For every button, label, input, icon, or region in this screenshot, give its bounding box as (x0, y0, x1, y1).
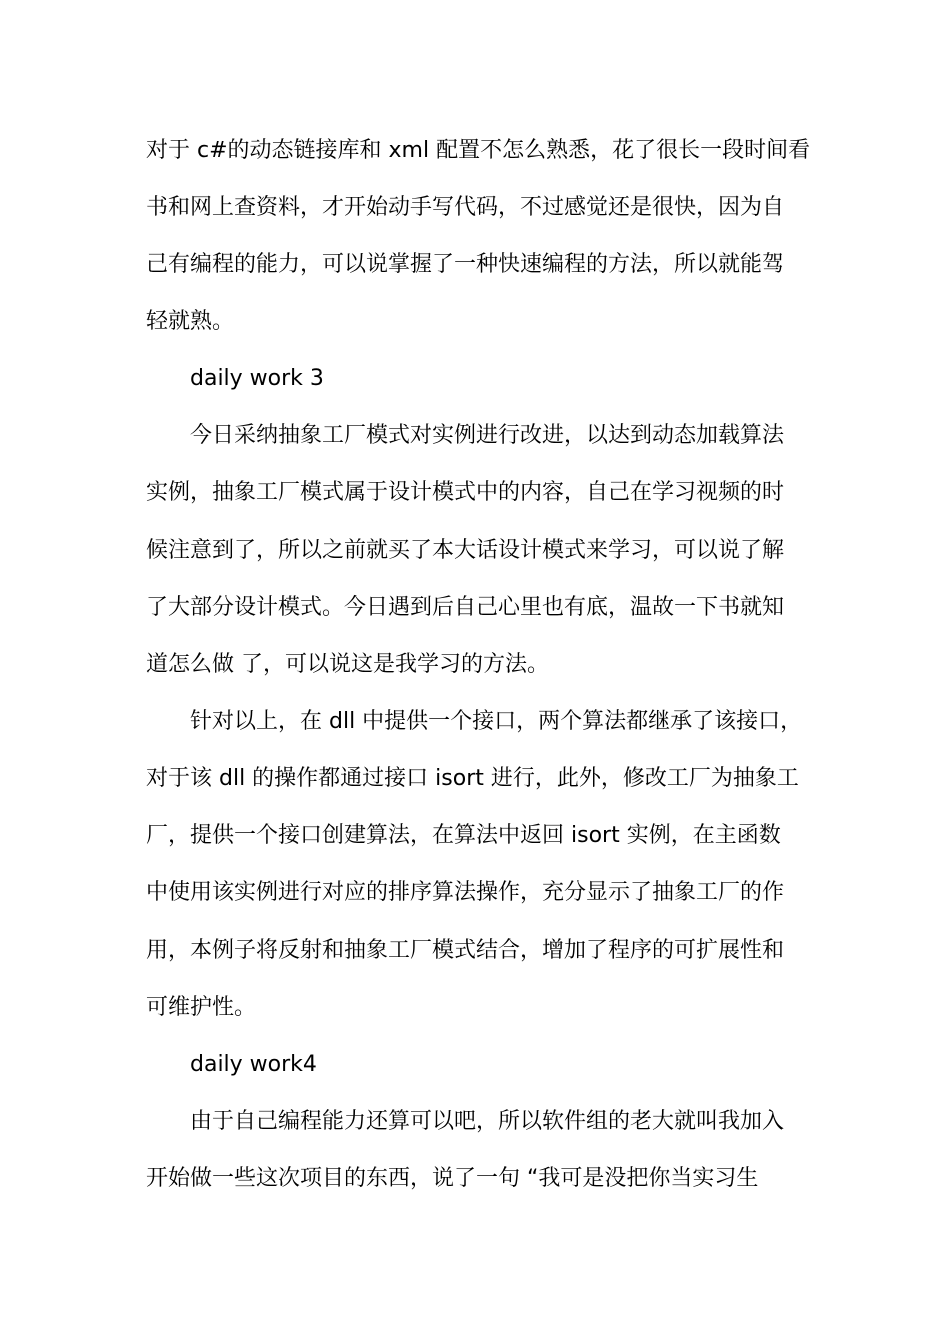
paragraph-line: 道怎么做 了，可以说这是我学习的方法。 (146, 652, 549, 677)
paragraph-line: 对于该 dll 的操作都通过接口 isort 进行，此外，修改工厂为抽象工 (146, 766, 799, 791)
paragraph-line: 可维护性。 (146, 995, 257, 1020)
paragraph-line: 针对以上，在 dll 中提供一个接口，两个算法都继承了该接口， (190, 709, 803, 734)
paragraph-line: 候注意到了，所以之前就买了本大话设计模式来学习，可以说了解 (146, 538, 785, 563)
paragraph-line: 开始做一些这次项目的东西，说了一句 “我可是没把你当实习生 (146, 1166, 759, 1191)
paragraph-line: 今日采纳抽象工厂模式对实例进行改进，以达到动态加载算法 (190, 423, 785, 448)
paragraph-line: 中使用该实例进行对应的排序算法操作，充分显示了抽象工厂的作 (146, 880, 785, 905)
paragraph-line: 了大部分设计模式。今日遇到后自己心里也有底，温故一下书就知 (146, 595, 785, 620)
paragraph-line: 轻就熟。 (146, 309, 235, 334)
paragraph-line: 己有编程的能力，可以说掌握了一种快速编程的方法，所以就能驾 (146, 252, 785, 277)
paragraph-line: 书和网上查资料，才开始动手写代码，不过感觉还是很快，因为自 (146, 195, 785, 220)
paragraph-line: 对于 c#的动态链接库和 xml 配置不怎么熟悉，花了很长一段时间看 (146, 138, 811, 163)
paragraph-line: 由于自己编程能力还算可以吧，所以软件组的老大就叫我加入 (190, 1109, 785, 1134)
paragraph-line: 用，本例子将反射和抽象工厂模式结合，增加了程序的可扩展性和 (146, 938, 785, 963)
section-heading: daily work 3 (190, 366, 324, 391)
section-heading: daily work4 (190, 1052, 317, 1077)
paragraph-line: 实例，抽象工厂模式属于设计模式中的内容，自己在学习视频的时 (146, 480, 785, 505)
paragraph-line: 厂，提供一个接口创建算法，在算法中返回 isort 实例，在主函数 (146, 823, 781, 848)
